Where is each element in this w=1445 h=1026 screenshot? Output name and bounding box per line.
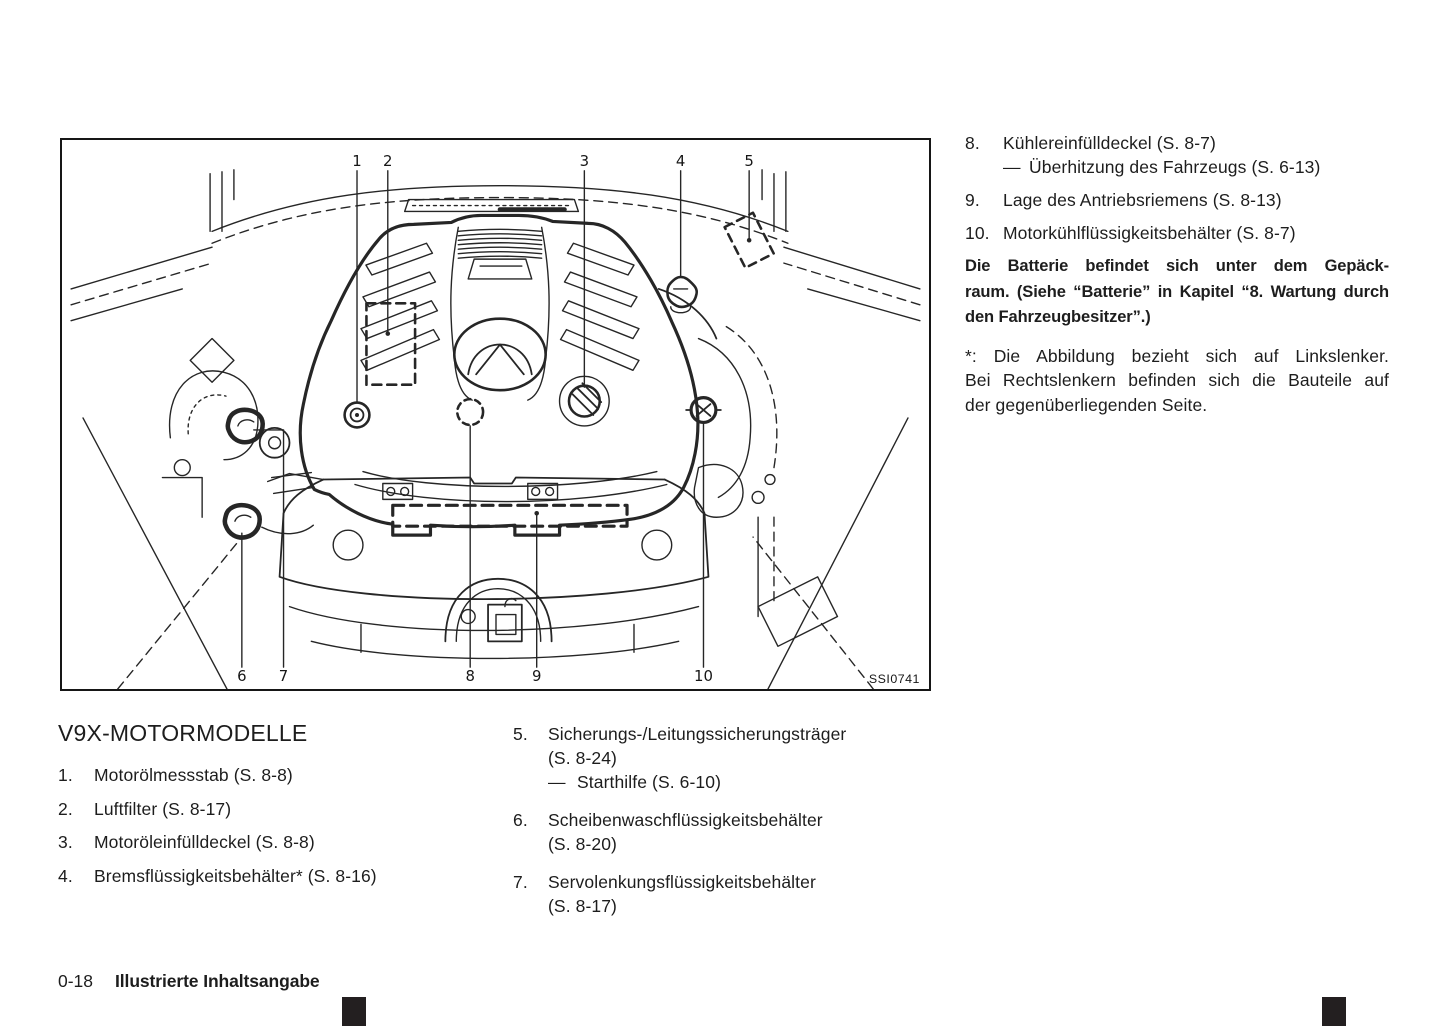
list-subitem-5 (548, 770, 923, 794)
page-number: 0-18 (58, 971, 94, 991)
page-footer (58, 969, 320, 993)
item-text: Luftfilter (S. 8-17) (94, 798, 232, 819)
list-item-7 (513, 870, 923, 918)
callout-10: 10 (694, 667, 713, 686)
item-text: Scheibenwaschflüssigkeitsbehälter (548, 810, 823, 830)
asterisk-note-line: der gegenüberliegenden Seite. (965, 394, 1208, 415)
item-number: 10. (965, 223, 990, 243)
list-item-4 (58, 860, 508, 894)
right-vent-slats (561, 243, 639, 370)
item-text: Lage des Antriebsriemens (S. 8-13) (1003, 190, 1282, 210)
battery-note (965, 254, 1389, 331)
left-column (58, 718, 508, 893)
oil-dipstick (345, 403, 370, 428)
callout-leader-lines (242, 171, 752, 667)
item-number: 4. (58, 865, 73, 886)
left-list (58, 759, 508, 893)
callout-7: 7 (278, 667, 289, 686)
item-number: 3. (58, 832, 73, 852)
middle-column (513, 722, 923, 932)
callout-6: 6 (237, 667, 247, 686)
brand-logo (454, 319, 545, 390)
item-text-cont: (S. 8-17) (548, 896, 617, 916)
item-text: Servolenkungsflüssigkeitsbehälter (548, 872, 816, 892)
footer-section-title: Illustrierte Inhaltsangabe (115, 971, 320, 991)
item-number: 7. (513, 872, 528, 892)
item-text: Bremsflüssigkeitsbehälter* (S. 8-16) (94, 865, 377, 886)
right-engine-parts (659, 289, 838, 646)
item-text-cont: (S. 8-20) (548, 834, 617, 854)
list-item-10 (965, 221, 1389, 245)
item-text: Motorkühlflüssigkeitsbehälter (S. 8-7) (1003, 223, 1296, 243)
item-number: 2. (58, 798, 73, 819)
figure-code: SSI0741 (868, 672, 920, 687)
dash: — (548, 772, 566, 792)
callout-3: 3 (579, 151, 590, 170)
item-text: Kühlereinfülldeckel (S. 8-7) (1003, 133, 1216, 153)
item-text-cont: (S. 8-24) (548, 748, 617, 768)
dash: — (1003, 157, 1021, 177)
item-number: 8. (965, 133, 980, 153)
list-item-2 (58, 793, 508, 827)
engine-diagram-svg (62, 140, 929, 689)
list-item-6 (513, 808, 923, 856)
list-item-1 (58, 759, 508, 793)
callout-9: 9 (531, 667, 542, 686)
callout-1: 1 (352, 151, 362, 170)
left-vent-slats (361, 243, 439, 370)
battery-note-line: Die Batterie befindet sich unter dem Gepäck- (965, 257, 1389, 275)
item-number: 6. (513, 810, 528, 830)
list-item-9 (965, 188, 1389, 212)
reservoir-neck-ring (260, 428, 290, 458)
callout-2: 2 (383, 151, 393, 170)
subitem-text: Starthilfe (S. 6-10) (577, 772, 721, 792)
print-registration-mark-left (342, 997, 366, 1026)
list-item-8 (965, 131, 1389, 155)
item-text: Motorölmessstab (S. 8-8) (94, 765, 293, 785)
right-column (965, 131, 1389, 417)
list-subitem-8 (1003, 155, 1389, 179)
battery-note-line: den Fahrzeugbesitzer”.) (965, 308, 1151, 326)
print-registration-mark-right (1322, 997, 1346, 1026)
callout-5: 5 (744, 151, 754, 170)
section-heading: V9X-MOTORMODELLE (58, 720, 308, 746)
callout-4: 4 (675, 151, 686, 170)
item-number: 9. (965, 190, 980, 210)
list-item-5 (513, 722, 923, 794)
subitem-text: Überhitzung des Fahrzeugs (S. 6-13) (1029, 157, 1321, 177)
battery-note-line: raum. (Siehe “Batterie” in Kapitel “8. Wartung durch (965, 282, 1389, 301)
air-filter-dashed-box (366, 303, 415, 384)
item-number: 5. (513, 724, 528, 744)
asterisk-note (965, 344, 1389, 418)
callout-8: 8 (465, 667, 475, 686)
engine-compartment-figure (60, 138, 931, 691)
item-text: Sicherungs-/Leitungssicherungsträger (548, 724, 847, 744)
asterisk-note-line: Bei Rechtslenkern befinden sich die Bauteile auf (965, 370, 1389, 390)
list-item-3 (58, 826, 508, 860)
asterisk-note-line: *: Die Abbildung bezieht sich auf Linkslenker. (965, 345, 1389, 366)
item-text: Motoröleinfülldeckel (S. 8-8) (94, 832, 315, 852)
radiator-cap-dashed-circle (457, 399, 483, 425)
coolant-reservoir-cap (686, 398, 721, 423)
item-number: 1. (58, 765, 73, 785)
engine-cover (300, 209, 698, 535)
